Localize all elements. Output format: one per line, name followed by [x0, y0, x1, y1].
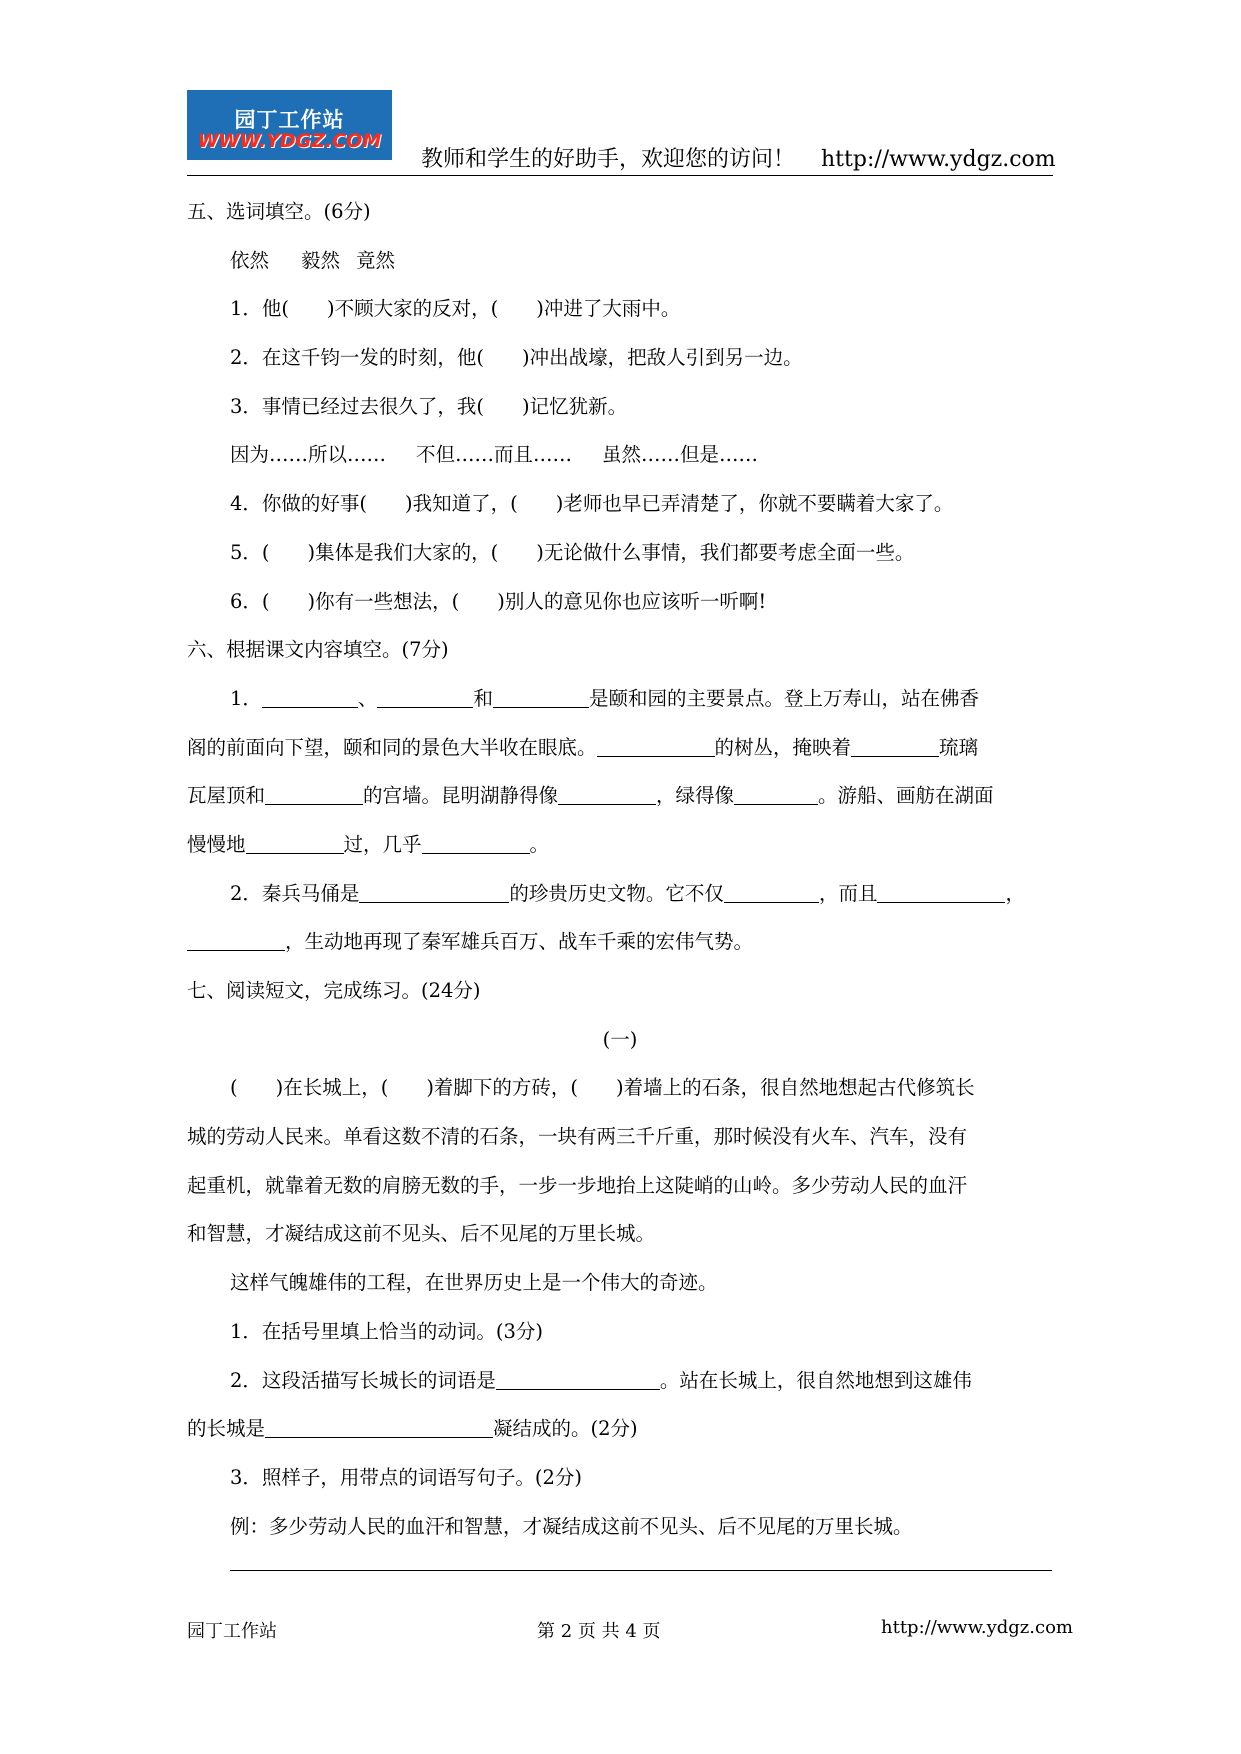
q-text: 。站在长城上，很自然地想到这雄伟 [659, 1368, 972, 1392]
s5-question-1 [187, 285, 1053, 334]
s6-line-3 [187, 772, 1053, 821]
section6-title: 六、根据课文内容填空。(7分) [187, 638, 449, 662]
page-number: 第 2 页 共 4 页 [537, 1621, 661, 1642]
fill-blank[interactable] [597, 734, 715, 757]
page-content [187, 188, 1053, 1551]
fill-blank[interactable] [496, 1367, 660, 1390]
s7-question-2a [187, 1357, 1053, 1406]
q-text: 1． [230, 686, 262, 710]
section5-title: 五、选词填空。(6分) [187, 200, 371, 223]
q-text: )不顾大家的反对，( [327, 297, 499, 321]
q-text: )别人的意见你也应该听一听啊! [497, 589, 767, 613]
q-text: 、 [357, 686, 378, 710]
q-text: )着脚下的方砖，( [426, 1076, 579, 1100]
q-text: ，生动地再现了秦军雄兵百万、战车千乘的宏伟气势。 [285, 930, 754, 954]
word-bank-item: 毅然 [301, 248, 341, 272]
q-text: 过，几乎 [343, 832, 422, 856]
s6-line-5 [187, 870, 1053, 919]
q-text: 6．( [230, 589, 270, 613]
fill-blank[interactable] [265, 782, 363, 805]
s6-line-1 [187, 675, 1053, 724]
s7-question-2b [187, 1405, 1053, 1454]
s6-line-4 [187, 821, 1053, 870]
q-text: 1．他( [230, 297, 290, 321]
fill-blank[interactable] [359, 880, 509, 903]
passage-line-2: 城的劳动人民来。单看这数不清的石条，一块有两三千斤重，那时候没有火车、汽车，没有 [187, 1125, 968, 1149]
footer-left: 园丁工作站 [187, 1621, 277, 1642]
fill-blank[interactable] [724, 880, 819, 903]
q-text: )在长城上，( [275, 1076, 389, 1100]
header-site-link[interactable]: http://www.ydgz.com [821, 147, 1056, 172]
fill-blank[interactable] [734, 782, 818, 805]
q-text: 的珍贵历史文物。它不仅 [509, 881, 724, 905]
passage-line-1 [187, 1064, 1053, 1113]
q-text: 和 [473, 686, 493, 710]
s7-question-1: 1．在括号里填上恰当的动词。(3分) [230, 1319, 544, 1343]
section7-title: 七、阅读短文，完成练习。(24分) [187, 979, 481, 1002]
s6-line-2 [187, 724, 1053, 773]
q-text: 3．事情已经过去很久了，我( [230, 394, 485, 418]
s5-question-6 [187, 578, 1053, 627]
q-text: 是颐和园的主要景点。登上万寿山，站在佛香 [588, 686, 979, 710]
s6-line-6 [187, 918, 1053, 967]
q-text: 2．秦兵马俑是 [230, 881, 360, 905]
q-text: ， [1005, 881, 1025, 905]
q-text: 2．在这千钧一发的时刻，他( [230, 346, 485, 370]
fill-blank[interactable] [877, 880, 1005, 903]
q-text: 慢慢地 [187, 832, 246, 856]
q-text: 2．这段活描写长城长的词语是 [230, 1368, 496, 1392]
passage-line-3: 起重机，就靠着无数的肩膀无数的手，一步一步地抬上这陡峭的山岭。多少劳动人民的血汗 [187, 1173, 968, 1197]
fill-blank[interactable] [558, 782, 656, 805]
q-text: ，绿得像 [656, 784, 735, 808]
q-text: )你有一些想法，( [307, 589, 460, 613]
q-text: 。游船、画舫在湖面 [818, 784, 994, 808]
answer-line[interactable] [230, 1570, 1052, 1571]
q-text: )无论做什么事情，我们都要考虑全面一些。 [536, 540, 915, 564]
q-text: 的长城是 [187, 1417, 266, 1441]
q-text: 琉璃 [939, 735, 979, 759]
fill-blank[interactable] [493, 685, 589, 708]
passage-line-4: 和智慧，才凝结成这前不见头、后不见尾的万里长城。 [187, 1222, 656, 1246]
fill-blank[interactable] [246, 831, 344, 854]
fill-blank[interactable] [377, 685, 473, 708]
fill-blank[interactable] [422, 831, 530, 854]
q-text: ( [230, 1076, 238, 1100]
logo-text: 园丁工作站 [234, 108, 345, 132]
passage-number: (一) [602, 1027, 638, 1051]
q-text: ，而且 [818, 881, 878, 905]
passage-line-5: 这样气魄雄伟的工程，在世界历史上是一个伟大的奇迹。 [230, 1271, 718, 1295]
q-text: 4．你做的好事( [230, 492, 368, 516]
s7-example: 例：多少劳动人民的血汗和智慧，才凝结成这前不见头、后不见尾的万里长城。 [230, 1514, 913, 1538]
q-text: 瓦屋顶和 [187, 784, 266, 808]
word-bank-item: 不但……而且…… [416, 443, 573, 467]
q-text: )冲进了大雨中。 [536, 297, 681, 321]
s5-question-2 [187, 334, 1053, 383]
footer-site-link[interactable]: http://www.ydgz.com [881, 1617, 1073, 1638]
q-text: )老师也早已弄清楚了，你就不要瞒着大家了。 [555, 492, 954, 516]
word-bank-item: 依然 [230, 248, 270, 272]
q-text: 。 [529, 832, 550, 856]
q-text: )冲出战壕，把敌人引到另一边。 [522, 346, 803, 370]
q-text: 5．( [230, 540, 270, 564]
fill-blank[interactable] [262, 685, 358, 708]
q-text: )记忆犹新。 [522, 394, 628, 418]
q-text: )着墙上的石条，很自然地想起古代修筑长 [616, 1076, 975, 1100]
logo-stripe [187, 160, 392, 168]
fill-blank[interactable] [187, 928, 285, 951]
q-text: 阁的前面向下望，颐和同的景色大半收在眼底。 [187, 735, 597, 759]
fill-blank[interactable] [851, 734, 939, 757]
word-bank-b [187, 431, 1053, 480]
s7-question-3: 3．照样子，用带点的词语写句子。(2分) [230, 1465, 583, 1489]
q-text: )集体是我们大家的，( [307, 540, 499, 564]
q-text: 凝结成的。(2分) [493, 1417, 638, 1441]
q-text: 的宫墙。昆明湖静得像 [363, 784, 559, 808]
header-rule [187, 175, 1053, 176]
s5-question-3 [187, 383, 1053, 432]
word-bank-item: 因为……所以…… [230, 443, 387, 467]
s5-question-4 [187, 480, 1053, 529]
q-text: )我知道了，( [405, 492, 518, 516]
header-slogan [421, 142, 1056, 173]
site-logo [187, 90, 392, 168]
word-bank-item: 虽然……但是…… [602, 443, 759, 467]
logo-url: WWW.YDGZ.COM [197, 130, 382, 152]
s5-question-5 [187, 529, 1053, 578]
slogan-text: 教师和学生的好助手，欢迎您的访问！ [421, 147, 796, 172]
q-text: 的树丛，掩映着 [714, 735, 852, 759]
fill-blank[interactable] [265, 1415, 493, 1438]
word-bank-a [187, 237, 1053, 286]
word-bank-item: 竟然 [356, 248, 396, 272]
